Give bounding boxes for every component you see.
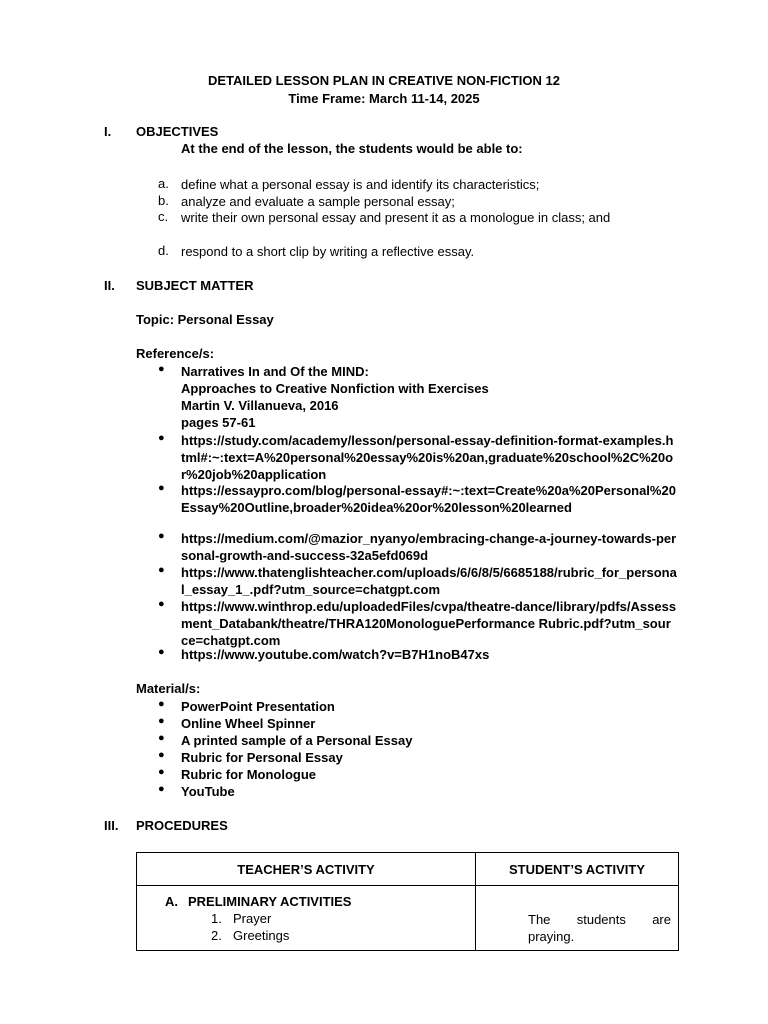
material-item xyxy=(158,715,678,732)
objective-text: define what a personal essay is and identify its characteristics; xyxy=(181,177,540,192)
student-activity-cell xyxy=(476,886,679,951)
book-author: Martin V. Villanueva, 2016 xyxy=(181,398,339,413)
bullet-icon: ● xyxy=(158,432,165,444)
bullet-icon: ● xyxy=(158,530,165,542)
material-text: YouTube xyxy=(181,784,235,799)
reference-link-text[interactable]: https://medium.com/@mazior_nyanyo/embracing-change-a-journey-towards-personal-growth-and-success-32a5efd069d xyxy=(181,531,677,563)
material-text: PowerPoint Presentation xyxy=(181,699,335,714)
material-text: A printed sample of a Personal Essay xyxy=(181,733,413,748)
preliminary-activities-title: PRELIMINARY ACTIVITIES xyxy=(188,894,352,909)
book-pages: pages 57-61 xyxy=(181,415,256,430)
reference-link-text[interactable]: https://www.youtube.com/watch?v=B7H1noB47xs xyxy=(181,647,490,662)
section-numeral-subject-matter: II. xyxy=(104,278,115,293)
table-header-row xyxy=(137,853,679,886)
section-heading-subject-matter: SUBJECT MATTER xyxy=(136,278,254,293)
objective-text: analyze and evaluate a sample personal essay; xyxy=(181,194,455,209)
objective-marker: d. xyxy=(158,243,169,258)
step-marker: 2. xyxy=(211,928,222,943)
bullet-icon: ● xyxy=(158,482,165,494)
material-item xyxy=(158,732,678,749)
bullet-icon: ● xyxy=(158,715,165,727)
objective-text: write their own personal essay and present it as a monologue in class; and xyxy=(181,210,611,225)
time-frame: Time Frame: March 11-14, 2025 xyxy=(288,91,480,106)
step-text: Greetings xyxy=(233,928,290,943)
reference-link-text[interactable]: https://www.winthrop.edu/uploadedFiles/cvpa/theatre-dance/library/pdfs/Assessment_Databank/theatre/THRA120MonologuePerformance Rubric.pdf?utm_source=chatgpt.com xyxy=(181,599,677,648)
section-numeral-objectives: I. xyxy=(104,124,112,139)
bullet-icon: ● xyxy=(158,732,165,744)
section-numeral-procedures: III. xyxy=(104,818,119,833)
references-label: Reference/s: xyxy=(136,346,215,361)
step-text: Prayer xyxy=(233,911,272,926)
objective-item xyxy=(158,209,678,243)
section-marker: A. xyxy=(165,894,178,909)
table-row xyxy=(137,886,679,951)
bullet-icon: ● xyxy=(158,749,165,761)
objective-marker: c. xyxy=(158,209,169,224)
bullet-icon: ● xyxy=(158,646,165,658)
objective-item xyxy=(158,193,678,210)
reference-link xyxy=(158,646,678,663)
book-title-line1: Narratives In and Of the MIND: xyxy=(181,364,369,379)
bullet-icon: ● xyxy=(158,698,165,710)
student-response: The students are praying. xyxy=(528,912,671,944)
material-text: Online Wheel Spinner xyxy=(181,716,316,731)
procedures-table xyxy=(136,852,679,951)
reference-link-text[interactable]: https://study.com/academy/lesson/personal-essay-definition-format-examples.html#:~:text=A%20personal%20essay%20is%20an,graduate%20school%2C%20or%20job%20application xyxy=(181,433,674,482)
material-item xyxy=(158,783,678,800)
bullet-icon: ● xyxy=(158,766,165,778)
teacher-activity-header: TEACHER’S ACTIVITY xyxy=(137,853,476,886)
reference-link xyxy=(158,482,678,533)
step-marker: 1. xyxy=(211,911,222,926)
reference-book xyxy=(158,363,678,431)
bullet-icon: ● xyxy=(158,363,165,375)
objectives-intro: At the end of the lesson, the students would be able to: xyxy=(181,141,523,156)
reference-link xyxy=(158,564,678,598)
objective-item xyxy=(158,243,678,260)
section-heading-objectives: OBJECTIVES xyxy=(136,124,219,139)
reference-link xyxy=(158,598,678,649)
material-item xyxy=(158,698,678,715)
reference-link xyxy=(158,432,678,483)
objective-item xyxy=(158,176,678,193)
material-item xyxy=(158,749,678,766)
section-heading-procedures: PROCEDURES xyxy=(136,818,228,833)
document-title: DETAILED LESSON PLAN IN CREATIVE NON-FICTION 12 xyxy=(208,73,560,88)
objective-marker: a. xyxy=(158,176,169,191)
material-text: Rubric for Personal Essay xyxy=(181,750,343,765)
material-item xyxy=(158,766,678,783)
reference-link-text[interactable]: https://www.thatenglishteacher.com/uploads/6/6/8/5/6685188/rubric_for_personal_essay_1_.pdf?utm_source=chatgpt.com xyxy=(181,565,677,597)
material-text: Rubric for Monologue xyxy=(181,767,317,782)
teacher-activity-cell xyxy=(137,886,476,951)
objective-marker: b. xyxy=(158,193,169,208)
reference-link-text[interactable]: https://essaypro.com/blog/personal-essay#:~:text=Create%20a%20Personal%20Essay%20Outline,broader%20idea%20or%20lesson%20learned xyxy=(181,483,676,515)
materials-label: Material/s: xyxy=(136,681,201,696)
bullet-icon: ● xyxy=(158,783,165,795)
bullet-icon: ● xyxy=(158,564,165,576)
student-activity-header: STUDENT’S ACTIVITY xyxy=(476,853,679,886)
reference-link xyxy=(158,530,678,564)
bullet-icon: ● xyxy=(158,598,165,610)
book-title-line2: Approaches to Creative Nonfiction with Exercises xyxy=(181,381,489,396)
topic: Topic: Personal Essay xyxy=(136,312,274,327)
objective-text: respond to a short clip by writing a reflective essay. xyxy=(181,244,475,259)
